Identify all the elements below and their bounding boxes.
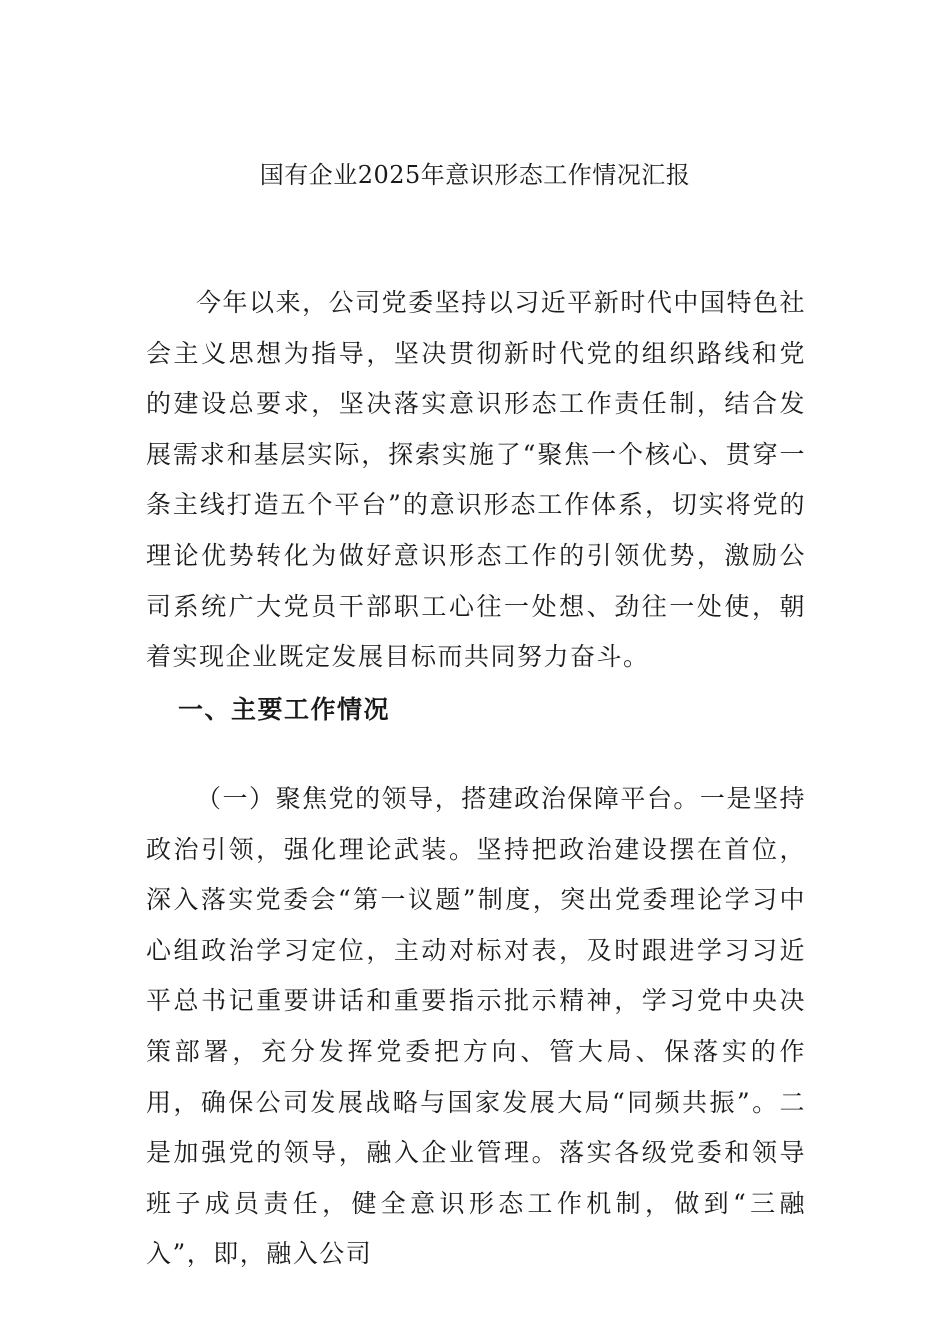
intro-paragraph: 今年以来，公司党委坚持以习近平新时代中国特色社会主义思想为指导，坚决贯彻新时代党的组织路线和党的建设总要求，坚决落实意识形态工作责任制，结合发展需求和基层实际，探索实施了“聚焦一个核心、贯穿一条主线打造五个平台”的意识形态工作体系，切实将党的理论优势转化为做好意识形态工作的引领优势，激励公司系统广大党员干部职工心往一处想、劲往一处使，朝着实现企业既定发展目标而共同努力奋斗。	[146, 288, 806, 672]
document-title: 国有企业2025年意识形态工作情况汇报	[259, 161, 691, 189]
section-paragraph: （一）聚焦党的领导，搭建政治保障平台。一是坚持政治引领，强化理论武装。坚持把政治建设摆在首位，深入落实党委会“第一议题”制度，突出党委理论学习中心组政治学习定位，主动对标对表，及时跟进学习习近平总书记重要讲话和重要指示批示精神，学习党中央决策部署，充分发挥党委把方向、管大局、保落实的作用，确保公司发展战略与国家发展大局“同频共振”。二是加强党的领导，融入企业管理。落实各级党委和领导班子成员责任，健全意识形态工作机制，做到“三融入”，即，融入公司	[146, 784, 806, 1269]
section-heading: 一、主要工作情况	[178, 695, 391, 724]
